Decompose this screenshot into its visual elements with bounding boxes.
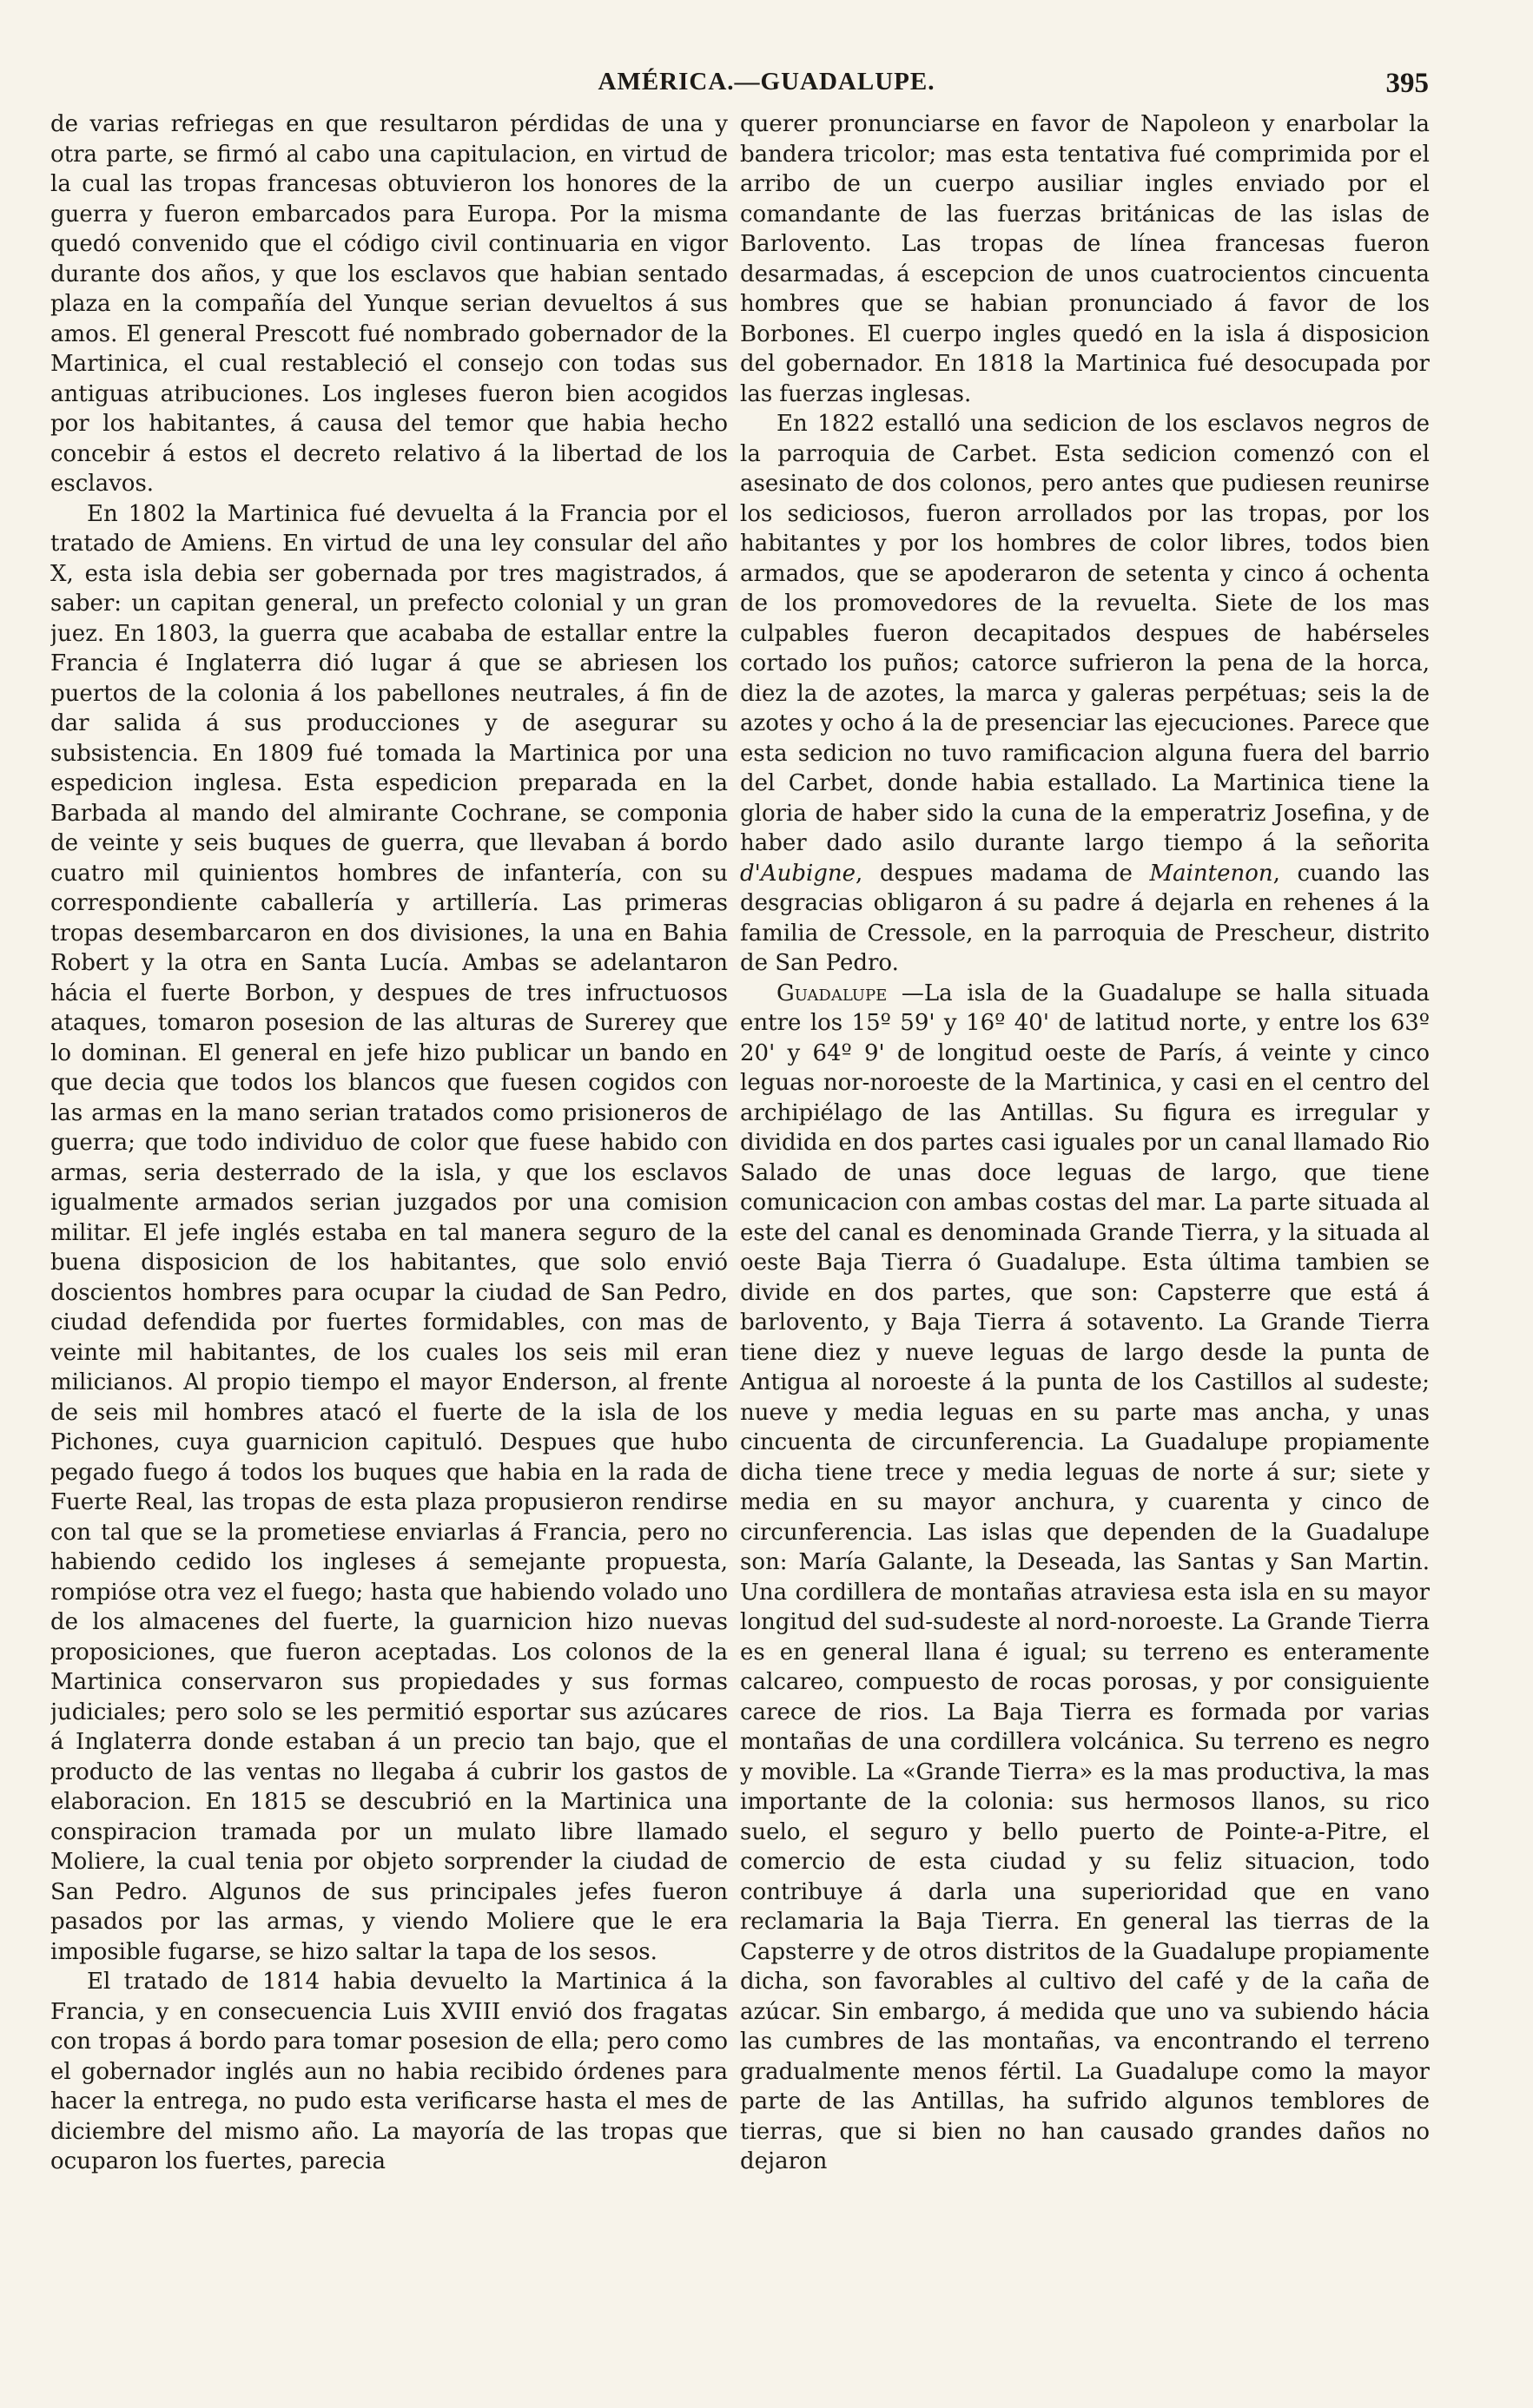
running-head-title: AMÉRICA.—GUADALUPE. [598, 68, 935, 96]
paragraph: de varias refriegas en que resultaron pérdidas de una y otra parte, se firmó al cabo una capitulacion, en virtud de la cual las tropas francesas obtuvieron los honores de la guerra y fueron embarcados para Europa. Por la misma quedó convenido que el código civil continuaria en vigor durante dos años, y que los esclavos que habian sentado plaza en la compañía del Yunque serian devueltos á sus amos. El general Prescott fué nombrado gobernador de la Martinica, el cual restableció el consejo con todas sus antiguas atribuciones. Los ingleses fueron bien acogidos por los habitantes, á causa del temor que habia hecho concebir á estos el decreto relativo á la libertad de los esclavos. [50, 111, 728, 497]
right-column [740, 109, 1430, 2350]
paragraph: querer pronunciarse en favor de Napoleon y enarbolar la bandera tricolor; mas esta tentativa fué comprimida por el arribo de un cuerpo ausiliar ingles enviado por el comandante de las fuerzas británicas de las islas de Barlovento. Las tropas de línea francesas fueron desarmadas, á escepcion de unos cuatrocientos cincuenta hombres que se habian pronunciado á favor de los Borbones. El cuerpo ingles quedó en la isla á disposicion del gobernador. En 1818 la Martinica fué desocupada por las fuerzas inglesas. [740, 111, 1430, 407]
page-number: 395 [1385, 68, 1429, 99]
paragraph [740, 409, 1430, 979]
paragraph-text: , cuando las desgracias obligaron á su padre á dejarla en rehenes á la familia de Cressole, en la parroquia de Prescheur, distrito de San Pedro. [740, 860, 1430, 976]
paragraph [740, 979, 1430, 2177]
person-name: d'Aubigne [740, 860, 856, 887]
paragraph-text: En 1822 estalló una sedicion de los esclavos negros de la parroquia de Carbet. Esta sedicion comenzó con el asesinato de dos colonos, pero antes que pudiesen reunirse los sediciosos, fueron arrollados por las tropas, por los habitantes y por los hombres de color libres, todos bien armados, que se apoderaron de setenta y cinco á ochenta de los promovedores de la revuelta. Siete de los mas culpables fueron decapitados despues de habérseles cortado los puños; catorce sufrieron la pena de la horca, diez la de azotes, la marca y galeras perpétuas; seis la de azotes y ocho á la de presenciar las ejecuciones. Parece que esta sedicion no tuvo ramificacion alguna fuera del barrio del Carbet, donde habia estallado. La Martinica tiene la gloria de haber sido la cuna de la emperatriz Josefina, y de haber dado asilo durante largo tiempo á la señorita [740, 411, 1430, 856]
section-lead: Guadalupe [776, 980, 888, 1006]
paragraph: En 1802 la Martinica fué devuelta á la Francia por el tratado de Amiens. En virtud de una ley consular del año X, esta isla debia ser gobernada por tres magistrados, á saber: un capitan general, un prefecto colonial y un gran juez. En 1803, la guerra que acababa de estallar entre la Francia é Inglaterra dió lugar á que se abriesen los puertos de la colonia á los pabellones neutrales, á fin de dar salida á sus producciones y de asegurar su subsistencia. En 1809 fué tomada la Martinica por una espedicion inglesa. Esta espedicion preparada en la Barbada al mando del almirante Cochrane, se componia de veinte y seis buques de guerra, que llevaban á bordo cuatro mil quinientos hombres de infantería, con su correspondiente caballería y artillería. Las primeras tropas desembarcaron en dos divisiones, la una en Bahia Robert y la otra en Santa Lucía. Ambas se adelantaron hácia el fuerte Borbon, y despues de tres infructuosos ataques, tomaron posesion de las alturas de Surerey que lo dominan. El general en jefe hizo publicar un bando en que decia que todos los blancos que fuesen cogidos con las armas en la mano serian tratados como prisioneros de guerra; que todo individuo de color que fuese habido con armas, seria desterrado de la isla, y que los esclavos igualmente armados serian juzgados por una comision militar. El jefe inglés estaba en tal manera seguro de la buena disposicion de los habitantes, que solo envió doscientos hombres para ocupar la ciudad de San Pedro, ciudad defendida por fuertes formidables, con mas de veinte mil habitantes, de los cuales los seis mil eran milicianos. Al propio tiempo el mayor Enderson, al frente de seis mil hombres atacó el fuerte de la isla de los Pichones, cuya guarnicion capituló. Despues que hubo pegado fuego á todos los buques que habia en la rada de Fuerte Real, las tropas de esta plaza propusieron rendirse con tal que se la prometiese enviarlas á Francia, pero no habiendo cedido los ingleses á semejante propuesta, rompióse otra vez el fuego; hasta que habiendo volado uno de los almacenes del fuerte, la guarnicion hizo nuevas proposiciones, que fueron aceptadas. Los colonos de la Martinica conservaron sus propiedades y sus formas judiciales; pero solo se les permitió esportar sus azúcares á Inglaterra donde estaban á un precio tan bajo, que el producto de las ventas no llegaba á cubrir los gastos de elaboracion. En 1815 se descubrió en la Martinica una conspiracion tramada por un mulato libre llamado Moliere, la cual tenia por objeto sorprender la ciudad de San Pedro. Algunos de sus principales jefes fueron pasados por las armas, y viendo Moliere que le era imposible fugarse, se hizo saltar la tapa de los sesos. [50, 500, 728, 1965]
paragraph-text: , despues madama de [856, 860, 1133, 887]
paragraph: El tratado de 1814 habia devuelto la Martinica á la Francia, y en consecuencia Luis XVIII envió dos fragatas con tropas á bordo para tomar posesion de ella; pero como el gobernador inglés aun no habia recibido órdenes para hacer la entrega, no pudo esta verificarse hasta el mes de diciembre del mismo año. La mayoría de las tropas que ocuparon los fuertes, parecia [50, 1969, 728, 2174]
page-header [0, 68, 1533, 102]
left-column [50, 109, 728, 2350]
person-name: Maintenon [1149, 860, 1273, 887]
paragraph-text: —La isla de la Guadalupe se halla situada entre los 15º 59' y 16º 40' de latitud norte, y entre los 63º 20' y 64º 9' de longitud oeste de París, á veinte y cinco leguas nor-noroeste de la Martinica, y casi en el centro del archipiélago de las Antillas. Su figura es irregular y dividida en dos partes casi iguales por un canal llamado Rio Salado de unas doce leguas de largo, que tiene comunicacion con ambas costas del mar. La parte situada al este del canal es denominada Grande Tierra, y la situada al oeste Baja Tierra ó Guadalupe. Esta última tambien se divide en dos partes, que son: Capsterre que está á barlovento, y Baja Tierra á sotavento. La Grande Tierra tiene diez y nueve leguas de largo desde la punta de Antigua al noroeste á la punta de los Castillos al sudeste; nueve y media leguas en su parte mas ancha, y unas cincuenta de circunferencia. La Guadalupe propiamente dicha tiene trece y media leguas de norte á sur; siete y media en su mayor anchura, y cuarenta y cinco de circunferencia. Las islas que dependen de la Guadalupe son: María Galante, la Deseada, las Santas y San Martin. Una cordillera de montañas atraviesa esta isla en su mayor longitud del sud-sudeste al nord-noroeste. La Grande Tierra es en general llana é igual; su terreno es enteramente calcareo, compuesto de rocas porosas, y por consiguiente carece de rios. La Baja Tierra es formada por varias montañas de una cordillera volcánica. Su terreno es negro y movible. La «Grande Tierra» es la mas productiva, la mas importante de la colonia: sus hermosos llanos, su rico suelo, el seguro y bello puerto de Pointe-a-Pitre, el comercio de esta ciudad y su feliz situacion, todo contribuye á darla una superioridad que en vano reclamaria la Baja Tierra. En general las tierras de la Capsterre y de otros distritos de la Guadalupe propiamente dicha, son favorables al cultivo del café y de la caña de azúcar. Sin embargo, á medida que uno va subiendo hácia las cumbres de las montañas, va encontrando el terreno gradualmente menos fértil. La Guadalupe como la mayor parte de las Antillas, ha sufrido algunos temblores de tierras, que si bien no han causado grandes daños no dejaron [740, 980, 1430, 2174]
